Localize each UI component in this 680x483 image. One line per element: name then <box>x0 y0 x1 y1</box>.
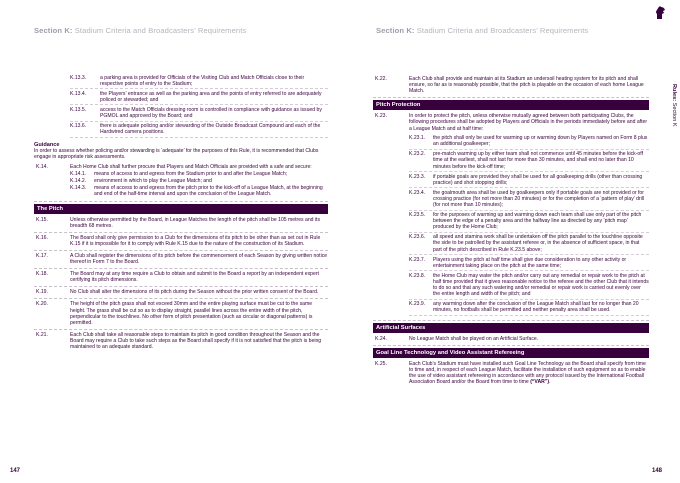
rule-k25: K.25. Each Club’s Stadium must have installed such Goal Line Technology as the Board shall specify from time to time and, in respect of each League Match, facilitate the installation of such equipment so as to enable the use of video assistant refereeing in accordance with any protocol issued by the International Football Association Board and/or the Board from time to time (“VAR”). <box>375 361 646 386</box>
subrule-item <box>70 74 328 89</box>
guidance-title: Guidance <box>34 141 60 148</box>
subrule-number: K.14.3. <box>70 184 87 191</box>
k13-subrules <box>34 74 328 138</box>
page-number: 148 <box>651 468 662 474</box>
rule-text: A Club shall register the dimensions of its pitch before the commencement of each Season by giving written notice thereof in Form 7 to the Board. <box>70 252 328 266</box>
artificial-surfaces-title: Artificial Surfaces <box>373 323 649 333</box>
subrule-item <box>409 301 649 316</box>
rule-text: Each Club shall take all reasonable steps to maintain its pitch in good condition throughout the Season and the Board may require a Club to take such steps as the Board shall specify if it is not satisfied that the pitch is being maintained to an adequate standard. <box>70 331 322 350</box>
subrule-item <box>409 135 649 150</box>
pitch-protection-title: Pitch Protection <box>373 100 649 110</box>
rule-item <box>34 330 328 353</box>
subrule-text: there is adequate policing and/or stewarding of the Outside Broadcast Compound and each of the Hardwired camera positions. <box>100 123 321 136</box>
rule-number: K.16. <box>36 234 48 241</box>
subrule-number: K.14.1. <box>70 170 87 177</box>
rule-number: K.15. <box>36 216 48 223</box>
subrule-number: K.23.4. <box>409 189 426 196</box>
subrule-item <box>70 123 328 138</box>
subrule-number: K.23.3. <box>409 173 426 180</box>
subrule-item <box>70 170 328 177</box>
rule-item <box>34 287 328 299</box>
left-content <box>34 74 328 353</box>
rule-number: K.21. <box>36 331 48 338</box>
subrule-text: the pitch shall only be used for warming up or warming down by Players named on Form 8 plus an additional goalkeeper; <box>433 135 648 148</box>
rule-number: K.18. <box>36 271 48 278</box>
subrule-item <box>70 90 328 105</box>
subrule-item <box>409 189 649 210</box>
subrule-item <box>70 184 328 197</box>
page-number: 147 <box>10 468 21 474</box>
subrule-number: K.23.9. <box>409 301 426 308</box>
subrule-text: if portable goals are provided they shall be used for all goalkeeping drills (other than crossing practice) and shot stopping drills; <box>433 173 643 186</box>
subrule-number: K.14.2. <box>70 177 87 184</box>
rule-k23: K.23. In order to protect the pitch, unless otherwise mutually agreed between both participating Clubs, the following procedures shall be adopted by Players and Officials in the periods immediately before and after a League Match and at half time: K.23.1. the pitch shall only be used for warming up or warming down by Players named on Form 8 plus an additional goalkeeper; K.23.2. pre-match warming up by either team shall not commence until 45 minutes before the kick-off time at the earliest, shall not last for more than 30 minutes, and shall end no later than 10 minutes before the kick-off time; K.23.3. if portable goals are provided they shall be used for all goalkeeping drills (other than crossing practice) and shot stopping drills; K.23.4. the goalmouth area shall be used by goalkeepers only if portable goals are not provided or for crossing practice (for not more than 20 minutes) or for the completion of a ‘pattern of play’ drill (for not more than 10 minutes); K.23.5. for the purposes of warming up and warming down each team shall use only part of the pitch between the edge of a penalty area and the halfway line as directed by any ‘pitch map’ produced by the Home Club; K.23.6. all speed and stamina work shall be undertaken off the pitch parallel to the touchline opposite the side to be patrolled by the assistant referee or, in the absence of sufficient space, in that part of the pitch described in Rule K.23.5 above; K.23.7. Players using the pitch at half time shall give due consideration to any other activity or entertainment taking place on the pitch at the same time; K.23.8. the Home Club may water the pitch and/or carry out any remedial or repair work to the pitch at half time provided that it gives reasonable notice to the referee and the other Club that it intends to do so and that any such watering and/or remedial or repair work is carried out evenly over the entire length and width of the pitch; and K.23.9. any warming down after the conclusion of the League Match shall last for no longer than 20 minutes, no footballs shall be permitted and neither penalty area shall be used. <box>373 111 649 321</box>
premier-league-lion-logo-icon <box>654 6 666 20</box>
rule-text: The Board shall only give permission to a Club for the dimensions of its pitch to be other than as set out in Rule K.15 if it is impossible for it to comply with Rule K.15 due to the nature of the construction of its Stadium. <box>70 234 321 247</box>
subrule-number: K.13.6. <box>70 123 87 130</box>
subrule-item <box>409 234 649 255</box>
guidance-text: In order to assess whether policing and/or stewarding is ‘adequate’ for the purposes of this Rule, it is recommended that Clubs engage in appropriate risk assessments. <box>34 147 319 160</box>
rule-number: K.17. <box>36 252 48 259</box>
subrule-text: all speed and stamina work shall be undertaken off the pitch parallel to the touchline opposite the side to be patrolled by the assistant referee or, in the absence of sufficient space, in that part of the pitch described in Rule K.23.5 above; <box>433 234 643 253</box>
rule-text: The height of the pitch grass shall not exceed 30mm and the entire playing surface must be cut to the same height. The grass shall be cut so as to display straight, parallel lines across the entire width of the pitch, perpendicular to the touchlines. No other form of pitch presentation (such as circular or diagonal patterns) is permitted. <box>70 301 313 326</box>
subrule-number: K.23.1. <box>409 135 426 142</box>
subrule-number: K.23.2. <box>409 151 426 158</box>
subrule-number: K.13.5. <box>70 106 87 113</box>
subrule-text: pre-match warming up by either team shall not commence until 45 minutes before the kick-off time at the earliest, shall not last for more than 30 minutes, and shall end no later than 10 minutes before the kick-off time; <box>433 151 643 170</box>
subrule-text: the goalmouth area shall be used by goalkeepers only if portable goals are not provided or for crossing practice (for not more than 20 minutes) or for the completion of a ‘pattern of play’ drill (for not more than 10 minutes); <box>433 189 645 208</box>
goal-line-technology-title: Goal Line Technology and Video Assistant Refereeing <box>373 348 649 358</box>
subrule-number: K.13.4. <box>70 90 87 97</box>
subrule-text: Players using the pitch at half time shall give due consideration to any other activity or entertainment taking place on the pitch at the same time; <box>433 256 627 269</box>
rule-item <box>34 269 328 287</box>
subrule-text: any warming down after the conclusion of the League Match shall last for no longer than 20 minutes, no footballs shall be permitted and neither penalty area shall be used. <box>433 301 639 314</box>
subrule-text: means of access to and egress from the Stadium prior to and after the League Match; <box>94 170 288 177</box>
subrule-text: for the purposes of warming up and warming down each team shall use only part of the pitch between the edge of a penalty area and the halfway line as directed by any ‘pitch map’ produced by the Home Club; <box>433 212 642 231</box>
rule-item <box>34 299 328 329</box>
section-header: Section K: Stadium Criteria and Broadcasters’ Requirements <box>34 26 247 35</box>
subrule-number: K.23.6. <box>409 234 426 241</box>
subrule-number: K.23.7. <box>409 256 426 263</box>
subrule-text: access to the Match Officials dressing room is controlled in compliance with guidance as issued by PGMOL and approved by the Board; and <box>100 106 322 119</box>
right-content <box>373 74 649 389</box>
section-header: Section K: Stadium Criteria and Broadcasters’ Requirements <box>376 26 589 35</box>
right-page <box>340 0 680 483</box>
rule-k24: K.24. No League Match shall be played on an Artificial Surface. <box>373 334 649 346</box>
subrule-text: the Players’ entrance as well as the parking area and the points of entry referred to are adequately policed or stewarded; and <box>100 90 322 103</box>
subrule-number: K.23.5. <box>409 212 426 219</box>
rule-text: The Board may at any time require a Club to obtain and submit to the Board a report by an independent expert certifying its pitch dimensions. <box>70 271 319 284</box>
subrule-item <box>409 151 649 172</box>
subrule-text: environment in which to play the League Match; and <box>94 177 212 184</box>
rule-text: No Club shall alter the dimensions of its pitch during the Season without the prior written consent of the Board. <box>70 289 319 296</box>
subrule-text: a parking area is provided for Officials of the Visiting Club and Match Officials close to their respective points of entry to the Stadium; <box>100 74 305 87</box>
rule-text: Unless otherwise permitted by the Board, in League Matches the length of the pitch shall be 105 metres and its breadth 68 metres. <box>70 216 321 229</box>
k23-subrules <box>409 135 649 316</box>
k14-subrules <box>70 170 328 197</box>
subrule-item <box>409 212 649 233</box>
subrule-item <box>409 272 649 299</box>
pitch-rules <box>34 215 328 354</box>
rule-k14: K.14. Each Home Club shall further procure that Players and Match Officials are provided with a safe and secure: K.14.1. means of access to and egress from the Stadium prior to and after the League Match; K.14.2. environment in which to play the League Match; and K.14.3. means of access to and egress from the pitch prior to the kick-off of a League Match, at the beginning and end of the half-time interval and upon the conclusion of the League Match. <box>34 162 328 201</box>
rule-number: K.20. <box>36 301 48 308</box>
subrule-item <box>409 173 649 188</box>
rule-item <box>34 233 328 251</box>
rule-item <box>34 251 328 269</box>
subrule-text: the Home Club may water the pitch and/or carry out any remedial or repair work to the pitch at half time provided that it gives reasonable notice to the referee and the other Club that it intends to do so and that any such watering and/or remedial or repair work is carried out evenly over the entire length and width of the pitch; and <box>433 272 649 298</box>
subrule-item <box>70 177 328 184</box>
rule-k22: K.22. Each Club shall provide and maintain at its Stadium an undersoil heating system for its pitch and shall ensure, so far as is reasonably possible, that the pitch is playable on the occasion of each home League Match. <box>373 74 649 98</box>
subrule-number: K.23.8. <box>409 272 426 279</box>
subrule-item <box>409 256 649 271</box>
rule-number: K.19. <box>36 289 48 296</box>
rule-item <box>34 215 328 233</box>
subrule-number: K.13.3. <box>70 74 87 81</box>
section-side-tab: Rules: Section K <box>671 84 677 127</box>
subrule-text: means of access to and egress from the pitch prior to the kick-off of a League Match, at the beginning and end of the half-time interval and upon the conclusion of the League Match. <box>94 184 323 197</box>
pitch-section-title: The Pitch <box>34 204 328 214</box>
subrule-item <box>70 106 328 121</box>
